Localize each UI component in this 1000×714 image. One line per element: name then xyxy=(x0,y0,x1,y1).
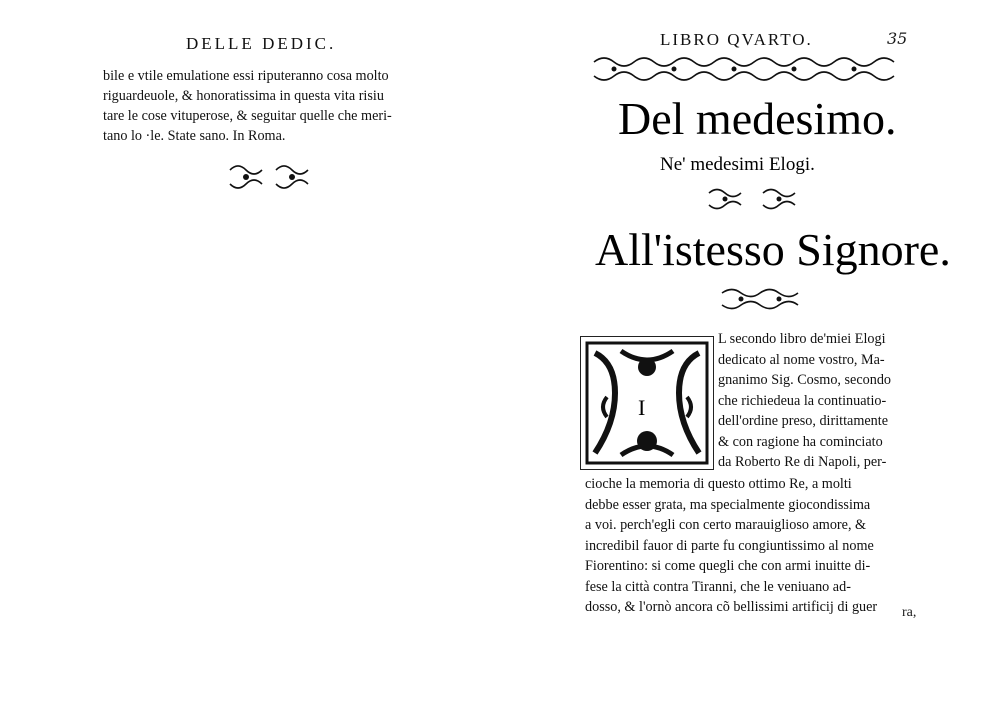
right-page xyxy=(500,0,1000,714)
text-line: che richiedeua la continuatio- xyxy=(718,392,887,409)
running-head-left: DELLE DEDIC. xyxy=(186,34,337,53)
initial-letter: I xyxy=(638,395,646,420)
body-text-full xyxy=(585,474,877,618)
text-line: tano lo ·le. State sano. In Roma. xyxy=(103,128,286,144)
fleuron-ornament-icon xyxy=(226,160,318,198)
text-line: dosso, & l'ornò ancora cõ bellissimi artificij di guer xyxy=(585,599,878,615)
text-line: fese la città contra Tiranni, che le veniuano ad- xyxy=(585,578,851,595)
body-text-beside-initial xyxy=(718,329,891,473)
left-body-text xyxy=(103,66,448,146)
page-number: 35 xyxy=(887,29,908,48)
running-head-right: LIBRO QVARTO. xyxy=(660,30,813,49)
text-line: Fiorentino: si come quegli che con armi inuitte di- xyxy=(585,558,871,574)
decorated-initial-icon xyxy=(580,336,714,470)
text-line: incredibil fauor di parte fu congiuntissimo al nome xyxy=(585,537,874,554)
text-line: cioche la memoria di questo ottimo Re, a molti xyxy=(585,476,852,492)
text-line: tare le cose vituperose, & seguitar quelle che meri- xyxy=(103,108,392,124)
text-line: bile e vtile emulatione essi riputeranno cosa molto xyxy=(103,68,389,84)
section-subtitle: Ne' medesimi Elogi. xyxy=(660,154,815,175)
text-line: da Roberto Re di Napoli, per- xyxy=(718,454,887,470)
dedication-title: All'istesso Signore. xyxy=(595,224,951,275)
text-line: a voi. perch'egli con certo marauiglioso amore, & xyxy=(585,517,867,533)
text-line: & con ragione ha cominciato xyxy=(718,433,883,450)
fleuron-ornament-icon xyxy=(718,284,802,318)
fleuron-ornament-icon xyxy=(705,184,801,218)
text-line: riguardeuole, & honoratissima in questa vita risiu xyxy=(103,88,384,104)
text-line: gnanimo Sig. Cosmo, secondo xyxy=(718,372,892,388)
text-line: L secondo libro de'miei Elogi xyxy=(718,331,886,347)
text-line: debbe esser grata, ma specialmente giocondissima xyxy=(585,496,871,513)
text-line: dell'ordine preso, dirittamente xyxy=(718,413,888,429)
fleuron-ornament-icon xyxy=(590,52,910,90)
text-line: dedicato al nome vostro, Ma- xyxy=(718,351,885,368)
section-title: Del medesimo. xyxy=(618,93,897,144)
catchword: ra, xyxy=(902,605,917,620)
